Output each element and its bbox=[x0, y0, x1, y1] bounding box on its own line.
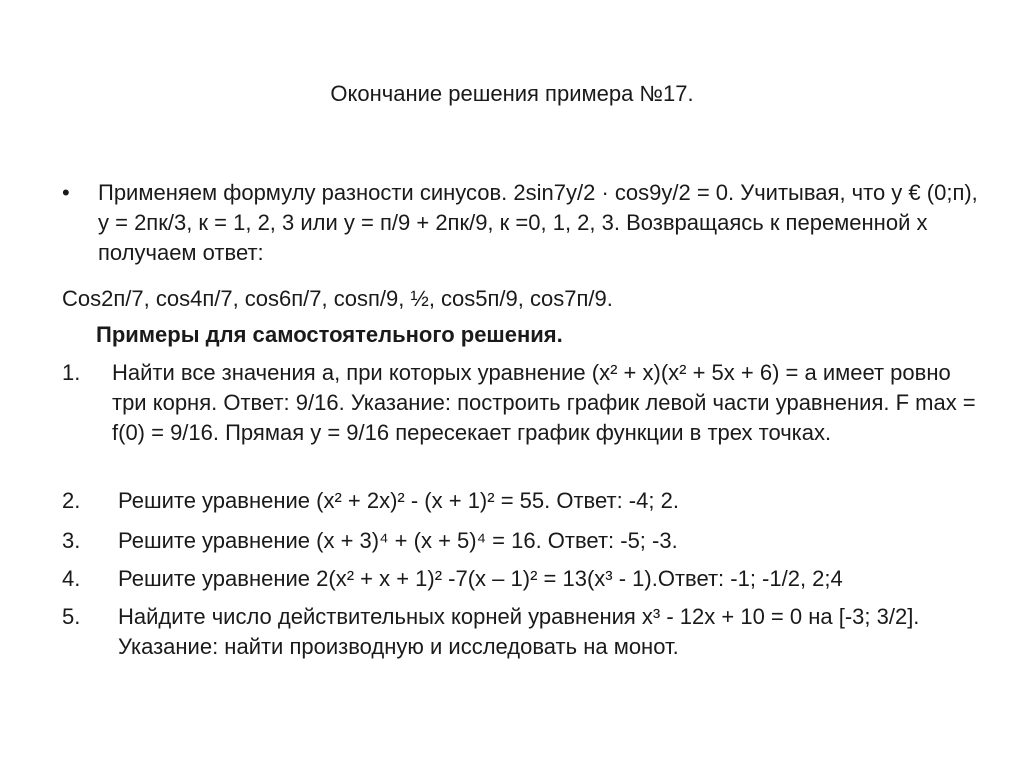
task-item-5 bbox=[62, 602, 982, 662]
task-number: 2. bbox=[62, 488, 81, 513]
task-text: Решите уравнение 2(x² + x + 1)² -7(x – 1)² = 13(x³ - 1).Ответ: -1; -1/2, 2;4 bbox=[118, 566, 843, 591]
solution-bullet bbox=[62, 178, 982, 268]
task-text: Решите уравнение (x² + 2x)² - (x + 1)² = 55. Ответ: -4; 2. bbox=[118, 488, 679, 513]
answer-line: Cos2п/7, cos4п/7, cos6п/7, cosп/9, ½, cos5п/9, cos7п/9. bbox=[62, 286, 613, 311]
task-number: 5. bbox=[62, 604, 81, 629]
task-number: 1. bbox=[62, 360, 81, 385]
task-item-1 bbox=[62, 358, 982, 448]
slide-title: Окончание решения примера №17. bbox=[330, 81, 694, 106]
task-number: 4. bbox=[62, 566, 81, 591]
section-heading: Примеры для самостоятельного решения. bbox=[96, 322, 563, 347]
task-item-2 bbox=[62, 486, 982, 516]
task-item-3 bbox=[62, 526, 982, 556]
task-text: Найдите число действительных корней уравнения x³ - 12x + 10 = 0 на [-3; 3/2]. Указание: найти производную и исследовать на монот. bbox=[118, 604, 920, 659]
task-number: 3. bbox=[62, 528, 81, 553]
task-text: Решите уравнение (x + 3)⁴ + (x + 5)⁴ = 16. Ответ: -5; -3. bbox=[118, 528, 678, 553]
task-text: Найти все значения а, при которых уравнение (x² + x)(x² + 5x + 6) = a имеет ровно три корня. Ответ: 9/16. Указание: построить график левой части уравнения. F max = f(0) = 9/16. Прямая y = 9/16 пересекает график функции в трех точках. bbox=[112, 360, 976, 445]
bullet-marker: • bbox=[62, 180, 70, 205]
task-item-4 bbox=[62, 564, 982, 594]
solution-text: Применяем формулу разности синусов. 2sin7y/2 · cos9y/2 = 0. Учитывая, что y € (0;п), y = 2пк/3, к = 1, 2, 3 или y = п/9 + 2пк/9, к =0, 1, 2, 3. Возвращаясь к переменной x получаем ответ: bbox=[98, 180, 978, 265]
